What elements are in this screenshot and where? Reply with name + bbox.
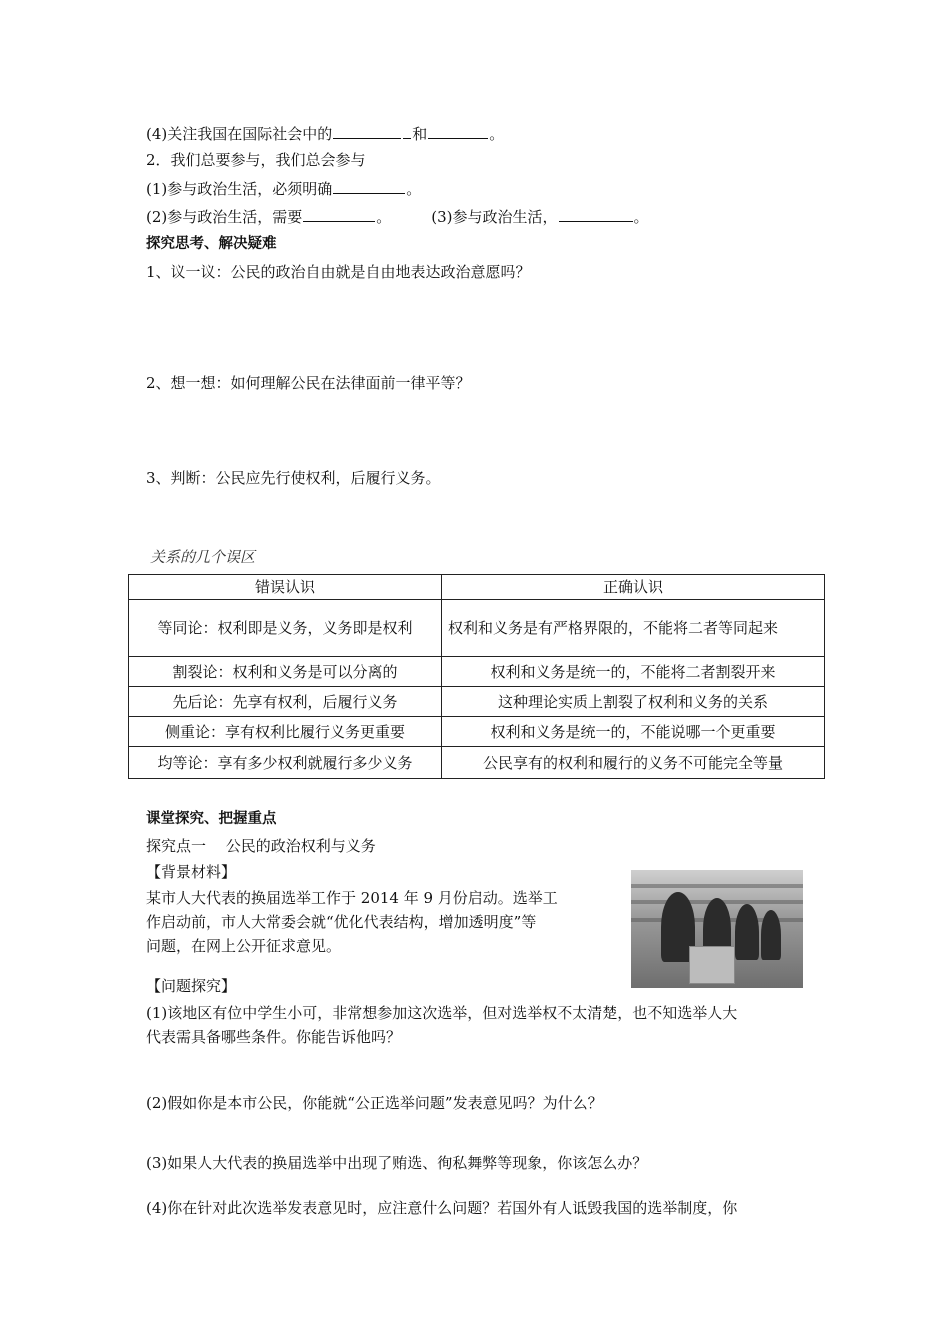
fill-line-2-3 (146, 206, 649, 227)
background-line: 作启动前，市人大常委会就“优化代表结构，增加透明度”等 (146, 913, 537, 931)
table-cell-wrong: 割裂论：权利和义务是可以分离的 (129, 657, 442, 687)
fill-line-1 (146, 178, 421, 199)
table-cell-correct: 权利和义务是有严格界限的，不能将二者等同起来 (442, 600, 825, 657)
background-text (146, 886, 558, 958)
table-row (129, 687, 825, 717)
explore-heading: 探究思考、解决疑难 (146, 236, 277, 252)
answer-blank[interactable] (428, 123, 488, 139)
explore-question-1: 1、议一议：公民的政治自由就是自由地表达政治意愿吗？ (146, 263, 531, 281)
table-row (129, 747, 825, 779)
table-cell-correct: 权利和义务是统一的，不能说哪一个更重要 (442, 717, 825, 747)
answer-blank[interactable] (403, 123, 411, 139)
table-cell-wrong: 侧重论：享有权利比履行义务更重要 (129, 717, 442, 747)
election-photo (631, 870, 803, 988)
answer-blank[interactable] (303, 206, 375, 222)
question-2: (2)假如你是本市公民，你能就“公正选举问题”发表意见吗？为什么？ (146, 1094, 603, 1112)
fill-text: (1)参与政治生活，必须明确 (146, 180, 333, 198)
answer-blank[interactable] (333, 178, 405, 194)
background-label: 【背景材料】 (146, 863, 237, 881)
question-line: (1)该地区有位中学生小可，非常想参加这次选举，但对选举权不太清楚，也不知选举人大 (146, 1004, 738, 1022)
question-line: 代表需具备哪些条件。你能告诉他吗？ (146, 1028, 402, 1046)
misconception-table (128, 574, 825, 779)
explore-point-title: 探究点一 公民的政治权利与义务 (146, 837, 376, 855)
fill-text: 。 (633, 208, 649, 226)
table-cell-correct: 公民享有的权利和履行的义务不可能完全等量 (442, 747, 825, 779)
table-title: 关系的几个误区 (150, 548, 256, 566)
answer-blank[interactable] (559, 206, 633, 222)
table-cell-correct: 权利和义务是统一的，不能将二者割裂开来 (442, 657, 825, 687)
background-line: 问题，在网上公开征求意见。 (146, 937, 342, 955)
table-cell-wrong: 均等论：享有多少权利就履行多少义务 (129, 747, 442, 779)
fill-text: 。 (489, 125, 505, 143)
table-header-row (129, 575, 825, 600)
table-cell-correct: 这种理论实质上割裂了权利和义务的关系 (442, 687, 825, 717)
question-label: 【问题探究】 (146, 977, 237, 995)
fill-text: 。 (406, 180, 422, 198)
table-cell-wrong: 先后论：先享有权利，后履行义务 (129, 687, 442, 717)
table-header-cell: 正确认识 (442, 575, 825, 600)
explore-question-2: 2、想一想：如何理解公民在法律面前一律平等？ (146, 374, 471, 392)
table-row (129, 600, 825, 657)
table-row (129, 717, 825, 747)
fill-line-4 (146, 123, 504, 144)
question-3: (3)如果人大代表的换届选举中出现了贿选、徇私舞弊等现象，你该怎么办？ (146, 1154, 648, 1172)
question-4: (4)你在针对此次选举发表意见时，应注意什么问题？若国外有人诋毁我国的选举制度，你 (146, 1199, 738, 1217)
fill-text: (3)参与政治生活， (431, 208, 558, 226)
explore-question-3: 3、判断：公民应先行使权利，后履行义务。 (146, 469, 441, 487)
fill-text: (2)参与政治生活，需要 (146, 208, 303, 226)
table-row (129, 657, 825, 687)
answer-blank[interactable] (333, 123, 401, 139)
table-header-cell: 错误认识 (129, 575, 442, 600)
fill-text: 。 (376, 208, 392, 226)
classroom-heading: 课堂探究、把握重点 (146, 811, 277, 827)
background-line: 某市人大代表的换届选举工作于 2014 年 9 月份启动。选举工 (146, 889, 558, 907)
section-2-title: 2．我们总要参与，我们总会参与 (146, 151, 366, 169)
fill-text: (4)关注我国在国际社会中的 (146, 125, 333, 143)
fill-text: 和 (412, 125, 428, 143)
table-cell-wrong: 等同论：权利即是义务，义务即是权利 (129, 600, 442, 657)
question-1 (146, 1001, 737, 1049)
